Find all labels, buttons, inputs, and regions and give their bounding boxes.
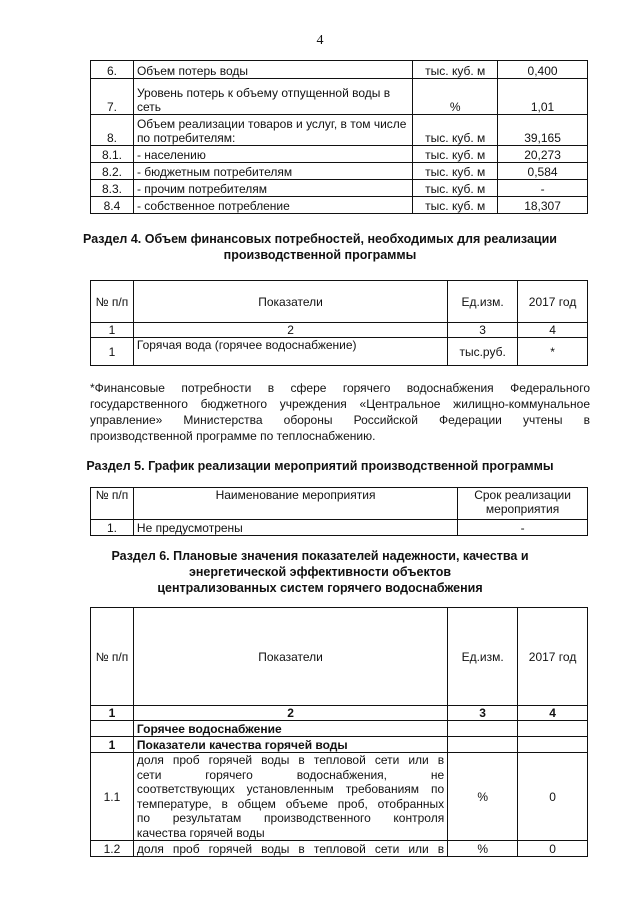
value-cell: 0 bbox=[518, 841, 588, 857]
table-row bbox=[91, 520, 588, 536]
activities-schedule-table bbox=[90, 487, 588, 536]
indicator-name: Уровень потерь к объему отпущенной воды в сеть bbox=[133, 79, 412, 115]
unit-cell: тыс. куб. м bbox=[413, 180, 498, 197]
subgroup-label: Показатели качества горячей воды bbox=[133, 737, 447, 753]
header-name: Показатели bbox=[133, 281, 447, 323]
header-name: Показатели bbox=[133, 608, 447, 706]
value-cell: 1,01 bbox=[498, 79, 588, 115]
row-number: 1 bbox=[91, 737, 134, 753]
group-row bbox=[91, 721, 588, 737]
index-row: 1 2 3 4 bbox=[91, 323, 588, 338]
unit-cell: тыс. куб. м bbox=[413, 197, 498, 214]
table-row bbox=[91, 61, 588, 79]
header-year: 2017 год bbox=[518, 608, 588, 706]
page-number: 4 bbox=[316, 33, 324, 48]
header-unit: Ед.изм. bbox=[448, 281, 518, 323]
financial-needs-table bbox=[90, 280, 588, 366]
indicator-name: доля проб горячей воды в тепловой сети или в bbox=[133, 841, 447, 857]
value-cell: * bbox=[518, 338, 588, 366]
row-number: 8.1. bbox=[91, 146, 134, 163]
unit-cell: % bbox=[448, 753, 518, 841]
index-row: 1 2 3 4 bbox=[91, 706, 588, 721]
section4-title: Раздел 4. Объем финансовых потребностей, необходимых для реализации производственной программы bbox=[83, 232, 557, 262]
row-number: 1. bbox=[91, 520, 134, 536]
reliability-indicators-table bbox=[90, 607, 588, 857]
value-cell: 18,307 bbox=[498, 197, 588, 214]
indicator-name: - бюджетным потребителям bbox=[133, 163, 412, 180]
row-number: 8. bbox=[91, 115, 134, 146]
indicator-name: - населению bbox=[133, 146, 412, 163]
row-number: 7. bbox=[91, 79, 134, 115]
group-label: Горячее водоснабжение bbox=[133, 721, 447, 737]
value-cell: - bbox=[498, 180, 588, 197]
row-number: 6. bbox=[91, 61, 134, 79]
header-num: № п/п bbox=[91, 608, 134, 706]
activity-name: Не предусмотрены bbox=[133, 520, 457, 536]
indicator-name: доля проб горячей воды в тепловой сети или в сети горячего водоснабжения, не соответствующих установленным требованиям по температуре, в общем объеме проб, отобранных по результатам производственного контроля качества горячей воды bbox=[133, 753, 447, 841]
unit-cell: тыс. куб. м bbox=[413, 115, 498, 146]
indicator-name: Объем реализации товаров и услуг, в том числе по потребителям: bbox=[133, 115, 412, 146]
unit-cell: тыс. куб. м bbox=[413, 61, 498, 79]
value-cell: 0,400 bbox=[498, 61, 588, 79]
table-row bbox=[91, 180, 588, 197]
unit-cell: % bbox=[448, 841, 518, 857]
table-row bbox=[91, 753, 588, 841]
table-row bbox=[91, 338, 588, 366]
indicator-name: Горячая вода (горячее водоснабжение) bbox=[133, 338, 447, 366]
section5-title: Раздел 5. График реализации мероприятий производственной программы bbox=[86, 459, 554, 473]
unit-cell: тыс.руб. bbox=[448, 338, 518, 366]
header-num: № п/п bbox=[91, 488, 134, 520]
table-row bbox=[91, 79, 588, 115]
table-row bbox=[91, 115, 588, 146]
unit-cell: тыс. куб. м bbox=[413, 163, 498, 180]
term-cell: - bbox=[458, 520, 588, 536]
table-row bbox=[91, 841, 588, 857]
unit-cell: % bbox=[413, 79, 498, 115]
indicator-name: Объем потерь воды bbox=[133, 61, 412, 79]
table-row bbox=[91, 146, 588, 163]
row-number: 8.3. bbox=[91, 180, 134, 197]
header-row bbox=[91, 608, 588, 706]
header-row bbox=[91, 488, 588, 520]
table-row bbox=[91, 197, 588, 214]
value-cell: 39,165 bbox=[498, 115, 588, 146]
subgroup-row bbox=[91, 737, 588, 753]
production-indicators-table bbox=[90, 60, 588, 214]
table-row bbox=[91, 163, 588, 180]
row-number: 8.2. bbox=[91, 163, 134, 180]
value-cell: 0,584 bbox=[498, 163, 588, 180]
header-unit: Ед.изм. bbox=[448, 608, 518, 706]
row-number: 1.1 bbox=[91, 753, 134, 841]
row-number: 1 bbox=[91, 338, 134, 366]
header-year: 2017 год bbox=[518, 281, 588, 323]
row-number: 1.2 bbox=[91, 841, 134, 857]
indicator-name: - прочим потребителям bbox=[133, 180, 412, 197]
unit-cell: тыс. куб. м bbox=[413, 146, 498, 163]
value-cell: 20,273 bbox=[498, 146, 588, 163]
section6-title: Раздел 6. Плановые значения показателей надежности, качества и энергетической эффективности объектов централизованных систем горячего водоснабжения bbox=[111, 549, 529, 595]
indicator-name: - собственное потребление bbox=[133, 197, 412, 214]
header-row bbox=[91, 281, 588, 323]
row-number: 8.4 bbox=[91, 197, 134, 214]
header-name: Наименование мероприятия bbox=[133, 488, 457, 520]
header-term: Срок реализации мероприятия bbox=[458, 488, 588, 520]
header-num: № п/п bbox=[91, 281, 134, 323]
value-cell: 0 bbox=[518, 753, 588, 841]
financial-note: *Финансовые потребности в сфере горячего водоснабжения Федерального государственного бюджетного учреждения «Центральное жилищно-коммунальное управление» Министерства обороны Российской Федерации учтены в производственной программе по теплоснабжению. bbox=[90, 381, 590, 443]
